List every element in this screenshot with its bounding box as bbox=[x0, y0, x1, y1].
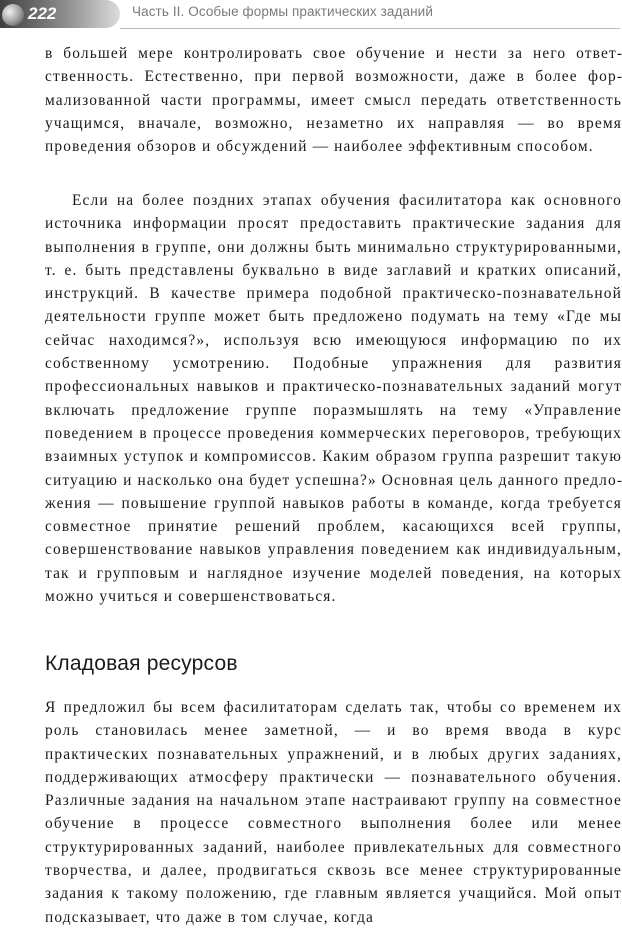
header-divider bbox=[120, 28, 620, 29]
running-title: Часть II. Особые формы практических заданий bbox=[132, 4, 433, 19]
globe-icon bbox=[2, 4, 24, 26]
paragraph-facilitator-tasks: Если на более поздних этапах обучения фасилитатора как основного источника информации просят предоставить практические задания для выполнения в группе, они должны быть минимально структурированными, т. е. быть представлены буквально в виде заглавий и кратких описаний, инструкций. В качестве примера подобной практическо-познавательной деятельности группе может быть предложено подумать на тему «Где мы сейчас находимся?», используя всю имеющуюся информацию по их собственному усмотрению. Подобные упражнения для развития профессиональных навыков и практическо-познавательных заданий могут включать предложение группе поразмышлять на тему «Управление поведением в процессе проведения коммерческих переговоров, требующих взаимных уступок и компромиссов. Каким образом группа разрешит такую ситуацию и насколько она будет успешна?» Основная цель данного предложения — повышение группой навыков работы в команде, когда требуется совместное принятие решений проблем, касающихся всей группы, совершенствование навыков управления поведением как индивидуальным, так и групповым и наглядное изучение моделей поведения, на которых можно учиться и совершенствоваться. bbox=[45, 192, 622, 606]
page-number: 222 bbox=[28, 4, 57, 23]
paragraph-resources: Я предложил бы всем фасилитаторам сделать так, чтобы со временем их роль становилась менее заметной, — и во время ввода в курс практических познавательных упражнений, и в любых других заданиях, поддерживающих атмосферу практически — познавательного обучения. Различные задания на начальном этапе настраивают группу на совместное обучение в процессе совместного выполнения более или менее структурированных заданий, наиболее привлекательных для совместного творчества, и далее, продвигаться сквозь все менее структурированные задания к такому положению, где главным является учащийся. Мой опыт подсказывает, что даже в том случае, когда bbox=[45, 699, 622, 926]
page-header bbox=[0, 0, 620, 34]
page-number-badge bbox=[0, 0, 120, 28]
section-heading: Кладовая ресурсов bbox=[45, 652, 238, 675]
paragraph-continuation: в большей мере контролировать свое обучение и нести за него ответственность. Естественно, при первой возможности, даже в более формализованной части программы, имеет смысл передать ответственность учащимся, вначале, возможно, незаметно их направляя — во время проведения обзоров и обсуждений — наиболее эффективным способом. bbox=[45, 45, 622, 156]
